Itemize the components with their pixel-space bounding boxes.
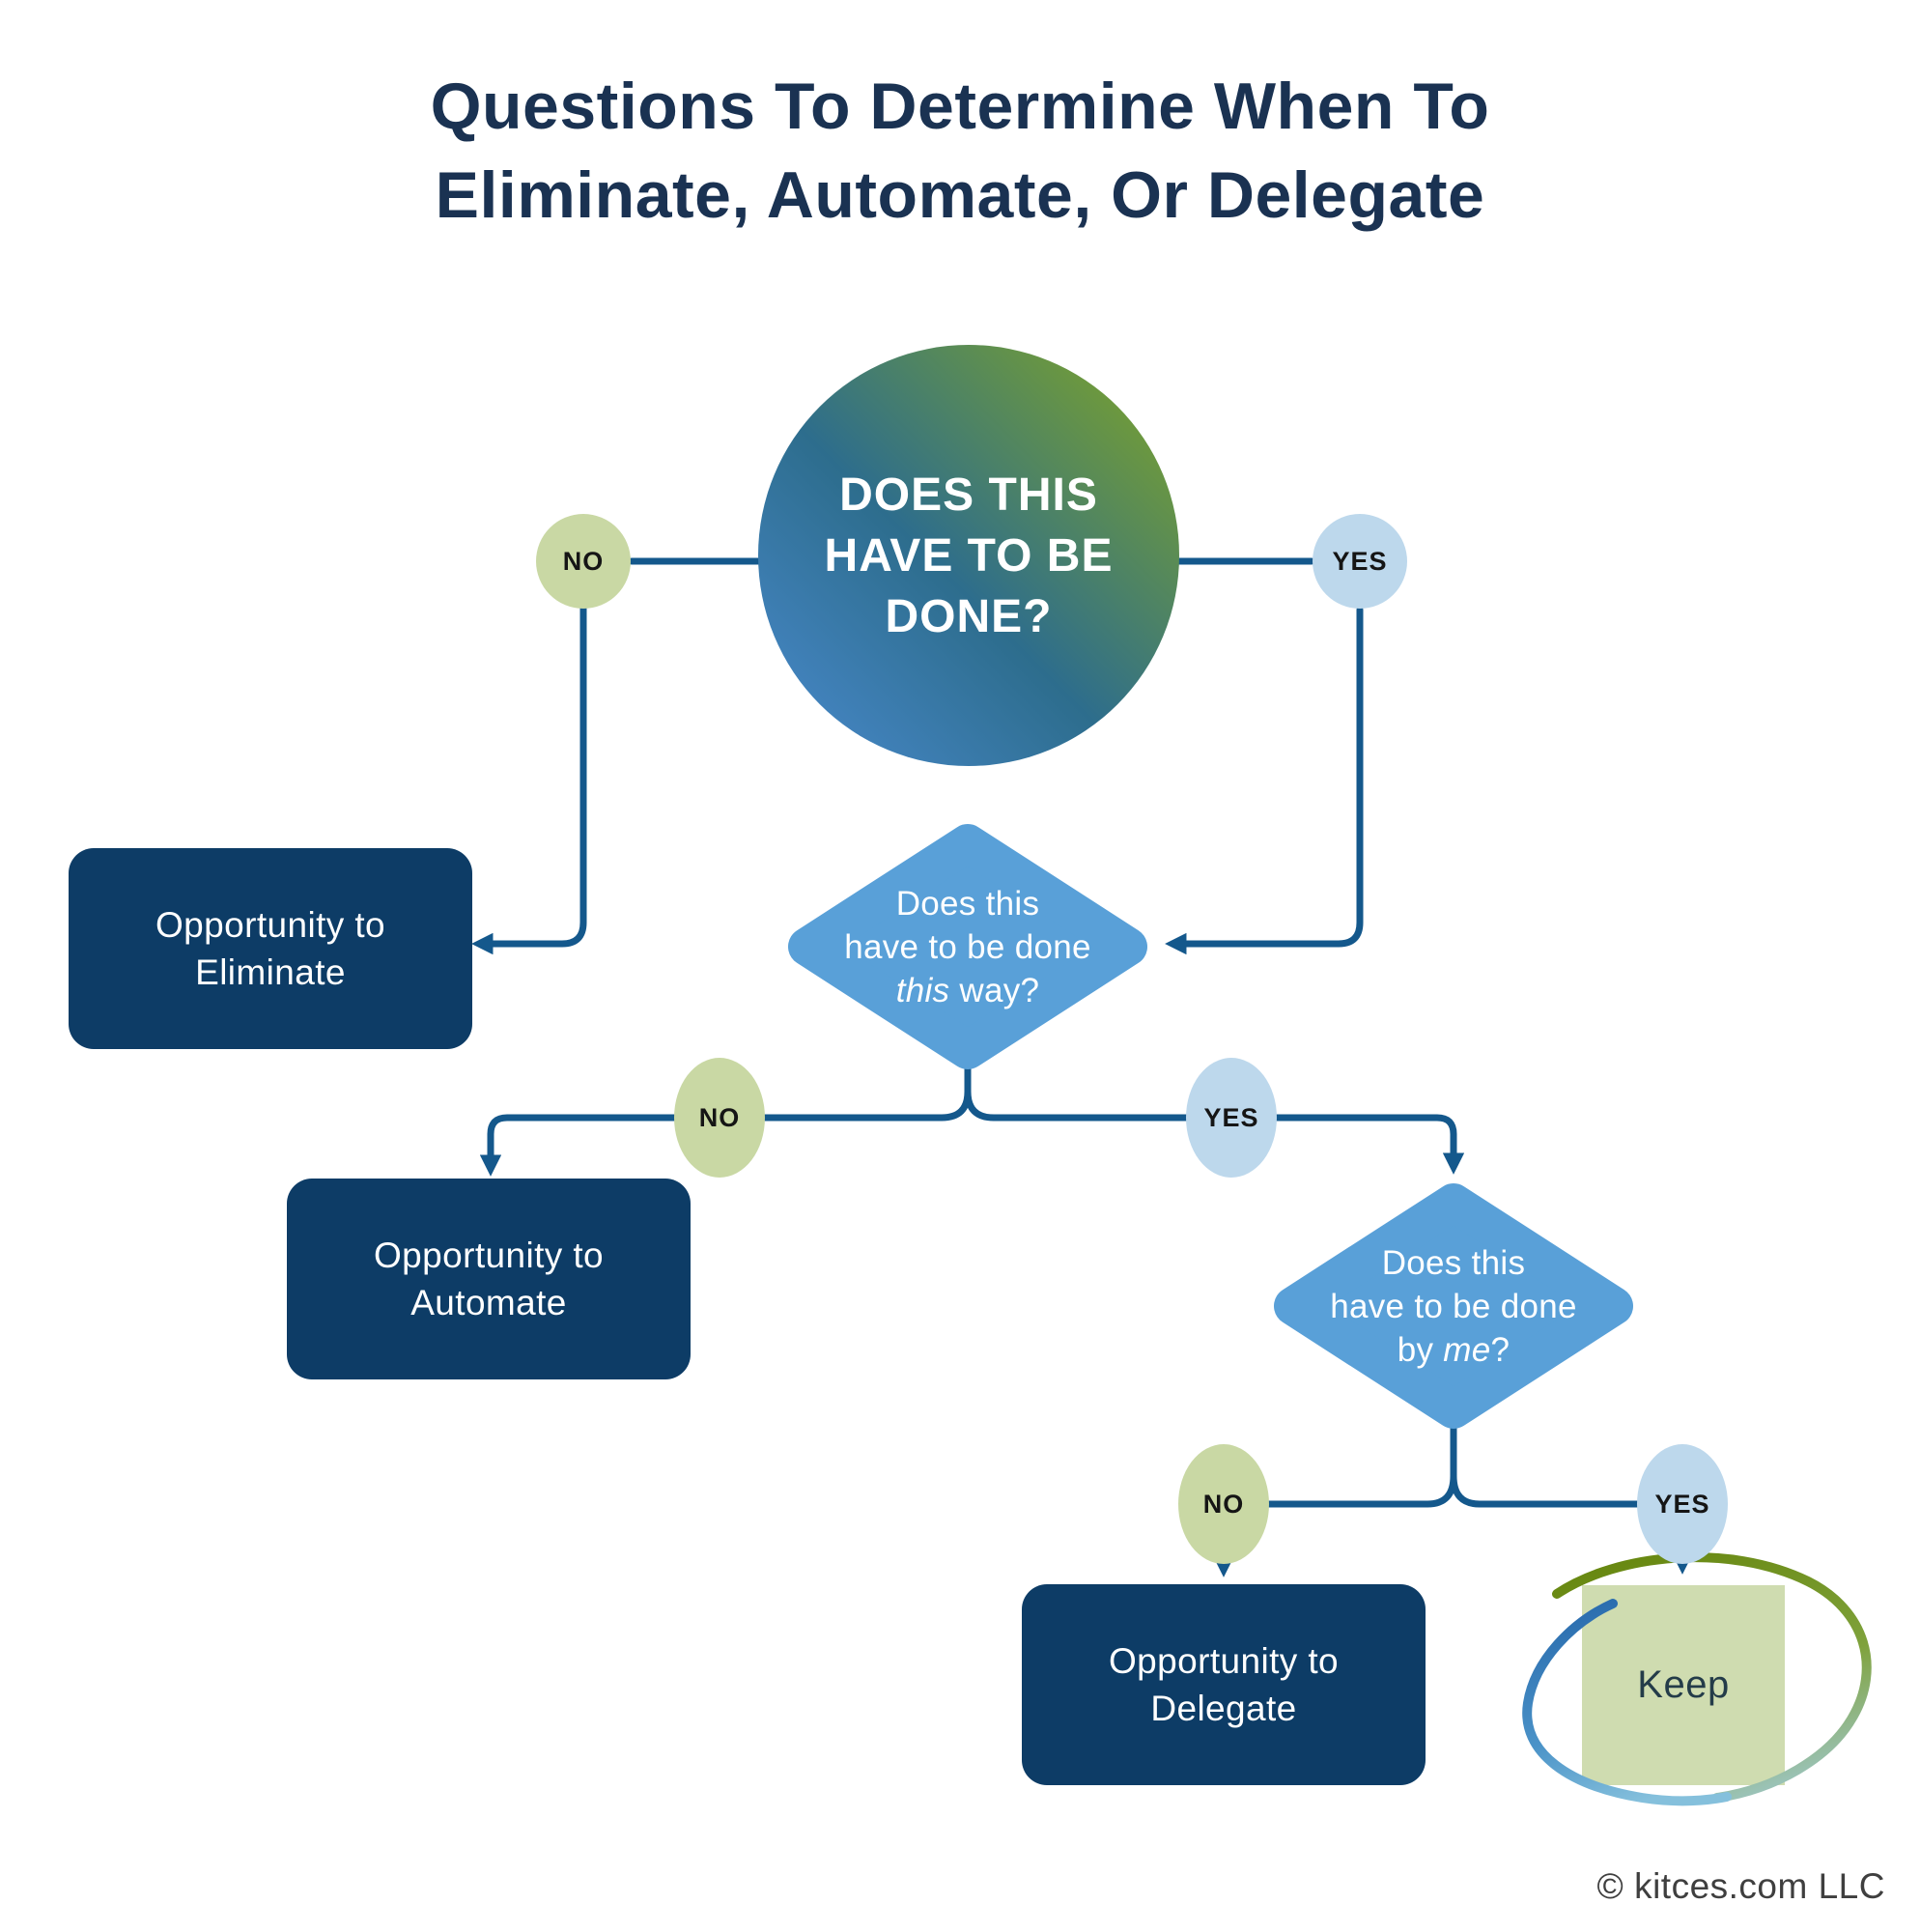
keep-label: Keep: [1637, 1663, 1730, 1706]
diamond1-line3: this way?: [895, 971, 1040, 1009]
page-title-line2: Eliminate, Automate, Or Delegate: [435, 158, 1485, 232]
automate-box-text: [287, 1179, 691, 1379]
automate-line2: Automate: [410, 1283, 567, 1322]
no2-label: NO: [698, 1102, 741, 1132]
diamond2-line1: Does this: [1381, 1243, 1526, 1282]
diamond1-line2: have to be done: [844, 927, 1091, 966]
diamond2-text: [1251, 1236, 1656, 1376]
edge-no1-to-eliminate: [489, 609, 583, 944]
root-question-line1: DOES THIS: [839, 469, 1098, 521]
no1-label: NO: [562, 546, 605, 576]
root-question-line2: HAVE TO BE: [824, 529, 1114, 582]
diamond2-line3: by me?: [1397, 1330, 1511, 1369]
yes3-label: YES: [1654, 1489, 1710, 1519]
root-question-text: [758, 462, 1179, 649]
page-title: [0, 62, 1920, 240]
copyright-notice: © kitces.com LLC: [1596, 1866, 1885, 1906]
root-question-line3: DONE?: [885, 590, 1053, 642]
eliminate-line1: Opportunity to: [155, 905, 385, 945]
yes1-label: YES: [1332, 546, 1388, 576]
delegate-box-text: [1022, 1584, 1426, 1785]
page-title-line1: Questions To Determine When To: [430, 70, 1490, 143]
diamond1-line1: Does this: [895, 884, 1040, 923]
eliminate-line2: Eliminate: [195, 952, 346, 992]
delegate-line2: Delegate: [1150, 1689, 1297, 1728]
eliminate-box-text: [69, 848, 472, 1049]
diamond2-line2: have to be done: [1330, 1287, 1577, 1325]
diamond1-text: [765, 877, 1171, 1016]
automate-line1: Opportunity to: [373, 1236, 604, 1275]
no3-label: NO: [1202, 1489, 1245, 1519]
delegate-line1: Opportunity to: [1108, 1641, 1339, 1681]
yes2-label: YES: [1203, 1102, 1259, 1132]
edge-yes1-to-diamond1: [1182, 610, 1360, 944]
